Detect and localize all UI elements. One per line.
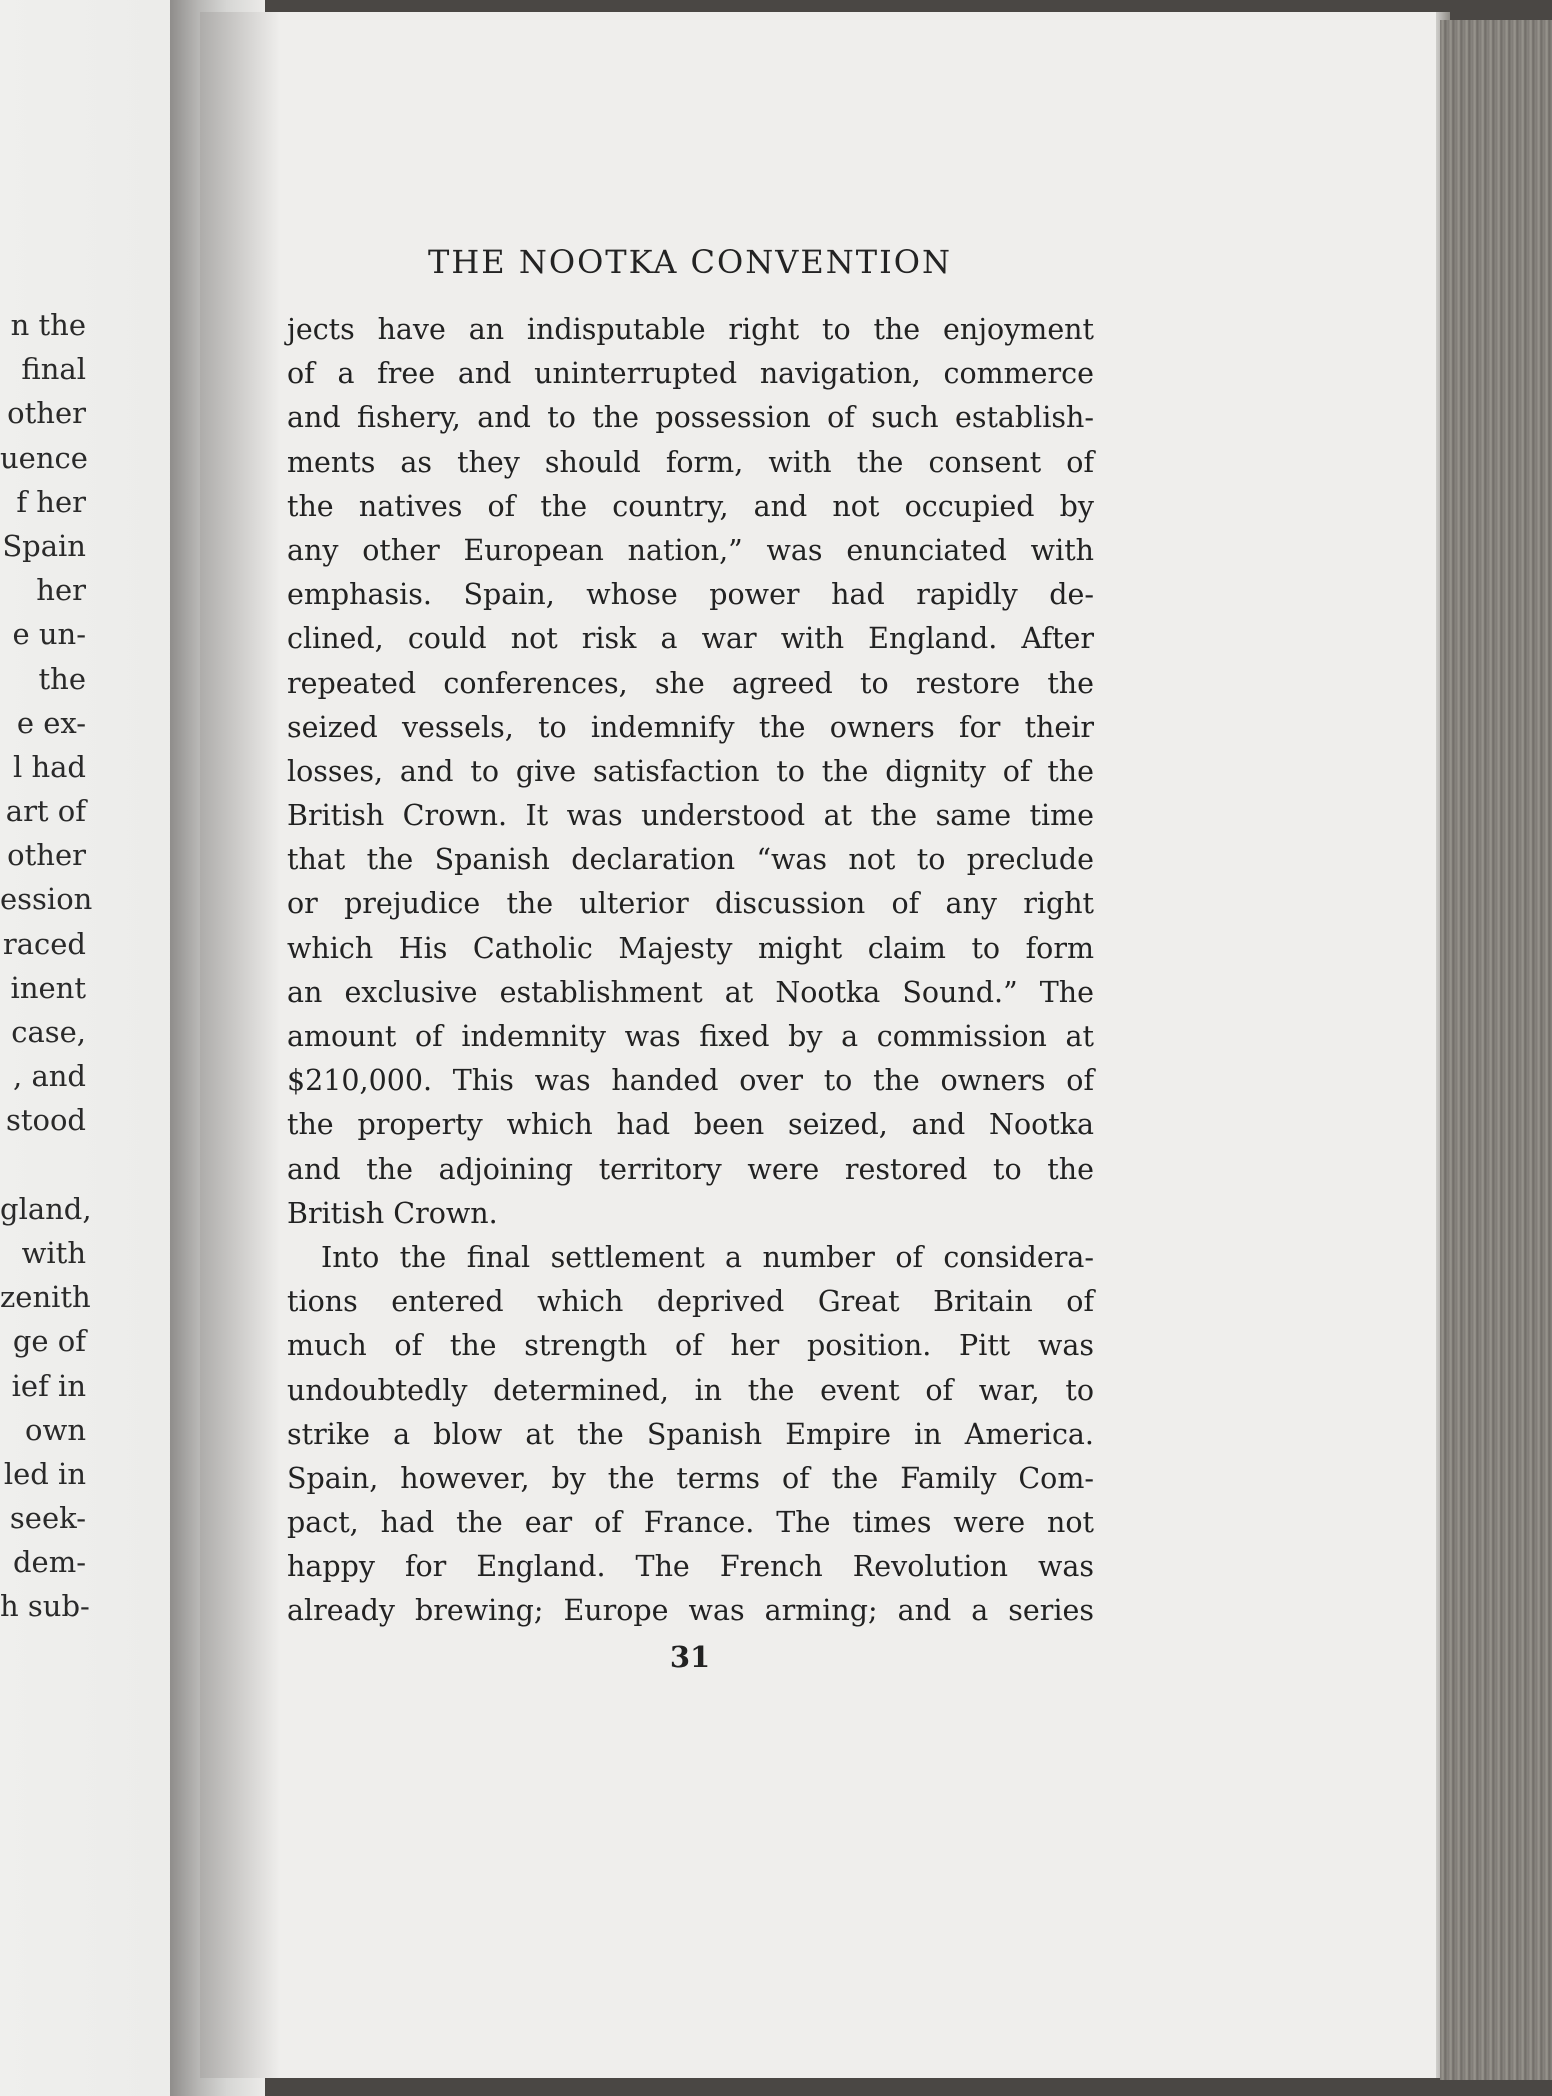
left-page-line: zenith: [0, 1280, 91, 1315]
body-text: [287, 308, 1094, 1634]
left-page-line: n the: [10, 308, 86, 342]
text-line: strike a blow at the Spanish Empire in America.: [287, 1417, 1094, 1451]
text-line: pact, had the ear of France. The times were not: [287, 1506, 1094, 1540]
text-line: losses, and to give satisfaction to the dignity of the: [287, 754, 1094, 788]
text-line: or prejudice the ulterior discussion of any right: [287, 887, 1094, 921]
left-page-line: uence: [0, 440, 88, 475]
left-page-line: led in: [3, 1456, 86, 1491]
left-page-line: case,: [11, 1015, 86, 1049]
text-line: ments as they should form, with the consent of: [287, 445, 1094, 479]
text-line: the property which had been seized, and Nootka: [287, 1108, 1094, 1142]
left-page-line: Spain: [2, 528, 86, 563]
text-line: the natives of the country, and not occupied by: [287, 489, 1094, 523]
text-line: $210,000. This was handed over to the owners of: [287, 1064, 1094, 1098]
text-line: Spain, however, by the terms of the Family Com-: [287, 1461, 1094, 1495]
text-line: which His Catholic Majesty might claim to form: [287, 931, 1094, 965]
text-line: jects have an indisputable right to the enjoyment: [287, 313, 1094, 346]
left-page-line: other: [7, 396, 86, 431]
text-line: amount of indemnity was fixed by a commission at: [287, 1020, 1094, 1053]
text-line: of a free and uninterrupted navigation, commerce: [287, 357, 1094, 391]
left-page-line: raced: [2, 926, 86, 961]
left-page-line: f her: [16, 484, 86, 519]
left-page-line: the: [38, 661, 86, 696]
left-page-line: ession: [0, 882, 93, 917]
text-line: that the Spanish declaration “was not to preclude: [287, 843, 1094, 877]
left-page-line: , and: [13, 1059, 86, 1094]
left-page-line: other: [7, 838, 86, 873]
left-page-line: e ex-: [16, 705, 86, 740]
left-page-line: art of: [5, 794, 86, 829]
text-line: seized vessels, to indemnify the owners for their: [287, 710, 1094, 744]
left-page-line: e un-: [12, 617, 86, 652]
text-line: emphasis. Spain, whose power had rapidly de-: [287, 578, 1094, 612]
text-line: Into the final settlement a number of considera-: [321, 1240, 1094, 1274]
left-page-line: stood: [5, 1103, 86, 1138]
left-page-text: [0, 303, 93, 1629]
left-page-line: own: [25, 1412, 86, 1447]
left-page-line: ge of: [12, 1324, 86, 1359]
running-head: THE NOOTKA CONVENTION: [428, 243, 952, 281]
left-page-blank-line: [0, 1143, 86, 1187]
text-line: and fishery, and to the possession of such establish-: [287, 401, 1094, 435]
left-page-line: h sub-: [0, 1589, 90, 1624]
text-line: tions entered which deprived Great Britain of: [287, 1285, 1094, 1319]
text-line: happy for England. The French Revolution was: [287, 1550, 1094, 1584]
left-page-line: ief in: [11, 1368, 86, 1403]
left-page-line: her: [36, 573, 86, 608]
left-page-line: with: [21, 1235, 86, 1270]
left-page-line: inent: [10, 970, 86, 1005]
text-line: undoubtedly determined, in the event of war, to: [287, 1373, 1094, 1407]
left-page-line: seek-: [9, 1501, 86, 1536]
text-line: clined, could not risk a war with England. After: [287, 622, 1094, 656]
text-line: an exclusive establishment at Nootka Sound.” The: [287, 975, 1094, 1009]
left-page-line: gland,: [0, 1191, 92, 1226]
page-number: 31: [669, 1640, 711, 1674]
left-page-line: final: [21, 352, 86, 387]
text-line: any other European nation,” was enunciated with: [287, 533, 1094, 567]
book-fore-edge: [1440, 20, 1552, 2080]
text-line: and the adjoining territory were restored to the: [287, 1152, 1094, 1186]
text-line: British Crown. It was understood at the same time: [287, 799, 1094, 833]
text-line: already brewing; Europe was arming; and a series: [287, 1594, 1094, 1628]
gutter-shadow: [200, 12, 280, 2078]
text-line: British Crown.: [287, 1196, 498, 1230]
left-page-line: l had: [12, 749, 86, 784]
text-line: much of the strength of her position. Pitt was: [287, 1329, 1094, 1363]
left-page-line: dem-: [12, 1545, 86, 1580]
text-line: repeated conferences, she agreed to restore the: [287, 666, 1094, 700]
